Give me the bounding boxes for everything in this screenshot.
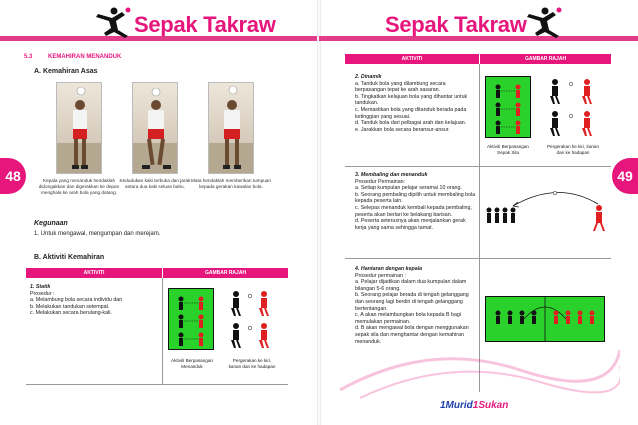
court-diagram xyxy=(485,76,531,138)
page-title-left: Sepak Takraw xyxy=(134,12,276,37)
kegunaan-text: 1. Untuk mengawal, mengumpan dan merejam. xyxy=(34,231,161,237)
col-activity: AKTIVITI xyxy=(83,270,105,276)
activity-title: 1. Statik xyxy=(30,284,51,290)
activity-step: e. Jarakkan bola secara beransur-ansur. xyxy=(355,126,450,133)
photo-caption-2: Kedudukan kaki terbuka dan jarak antara dua kaki seluas bahu. xyxy=(119,178,191,189)
col-diagram: GAMBAR RAJAH xyxy=(479,54,611,64)
movement-diagram xyxy=(226,288,276,350)
col-diagram: GAMBAR RAJAH xyxy=(162,268,288,278)
activity-title: 2. Dinamik xyxy=(355,74,382,80)
activity-step: a. Setiap kumpulan pelajar seramai 10 orang. xyxy=(355,185,462,192)
diagram-caption-1: Aktiviti Berpasangan Sepak Sila xyxy=(487,144,529,155)
table-bottom-rule xyxy=(26,384,288,385)
activity-step: d. B akan mengawal bola dengan menggunakan sepak sila dan menghantar dengan kemahiran menanduk. xyxy=(355,325,469,345)
photo-caption-1: Kepala yang menanduk hendaklah didongakkan dan digerakkan ke depan menghala ke arah bola yang datang. xyxy=(38,178,120,195)
diagram-caption-2: Pergerakan ke kiri, kanan dan ke hadapan xyxy=(228,358,276,369)
table-divider xyxy=(162,278,163,384)
court-diagram xyxy=(168,288,214,350)
activity-membaling xyxy=(355,172,477,231)
activity-step: b. Tingkatkan kelajuan bola yang dihantar untuk tandukan. xyxy=(355,93,468,107)
table-row-rule xyxy=(345,258,611,259)
activity-step: c. Memastikan bola yang ditanduk berada pada ketinggian yang sesuai. xyxy=(355,106,467,120)
kegunaan-heading: Kegunaan xyxy=(34,220,68,227)
photo-player-2 xyxy=(132,82,178,174)
diagram-caption-2: Pergerakan ke kiri, kanan dan ke hadapan xyxy=(546,144,600,155)
activity-title: 4. Hantaran dengan kepala xyxy=(355,266,423,272)
photo-player-1 xyxy=(56,82,102,174)
throw-and-head-diagram xyxy=(483,186,611,236)
activity-step: c. A akan melambungkan bola kepada B bagi memulakan permainan. xyxy=(355,312,462,325)
decorative-swoosh xyxy=(340,330,620,400)
footer-logo xyxy=(440,400,508,411)
page-number-left: 48 xyxy=(0,158,26,194)
activity-step: a. Melambung bola secara individu dan xyxy=(30,297,123,304)
activity-table-header-right xyxy=(345,54,611,64)
logo-part-sukan: 1Sukan xyxy=(472,400,509,411)
activity-step: b. Seorang pembaling dipilih untuk membaling bola kepada peserta lain. xyxy=(355,191,476,205)
logo-part-murid: 1Murid xyxy=(440,400,473,411)
activity-table-header-left xyxy=(26,268,288,278)
movement-diagram xyxy=(545,76,601,138)
sepak-takraw-player-icon xyxy=(523,6,563,38)
activity-step: a. Pelajar dijadikan dalam dua kumpulan dalam bilangan 5-6 orang. xyxy=(355,279,467,292)
activity-dinamik xyxy=(355,74,477,133)
kemahiran-asas-heading: A. Kemahiran Asas xyxy=(34,68,98,75)
activity-step: c. Melakukan secara berulang-kali. xyxy=(30,310,112,317)
section-number: 5.3 xyxy=(24,54,33,60)
activity-title: 3. Membaling dan menanduk xyxy=(355,172,428,178)
activity-intro: Prosedur Permainan: xyxy=(355,178,406,185)
section-title: KEMAHIRAN MENANDUK xyxy=(48,54,122,60)
activity-step: d. Peserta seterusnya akan menjalankan gerak kerja yang sama sehingga tamat. xyxy=(355,218,466,231)
aktiviti-kemahiran-heading: B. Aktiviti Kemahiran xyxy=(34,254,105,261)
sepak-takraw-player-icon xyxy=(92,6,132,38)
table-row-rule xyxy=(345,166,611,167)
section-heading xyxy=(24,54,121,60)
photo-caption-3: Mata hendaklah memberikan tumpuan kepada gerakan kawalan bola. xyxy=(191,178,271,189)
activity-step: c. Selepas menanduk kembali kepada pembaling, peserta akan berlari ke belakang barisan. xyxy=(355,204,472,218)
col-activity: AKTIVITI xyxy=(401,56,423,62)
photo-player-3 xyxy=(208,82,254,174)
activity-intro: Prosedur permainan : xyxy=(355,272,406,279)
activity-step: b. Seorang pelajar berada di tengah gelanggang dan seorang lagi berdiri di tengah gelanggang bertentangan. xyxy=(355,292,469,312)
activity-intro: Prosedur : xyxy=(30,290,55,297)
page-number-right: 49 xyxy=(612,158,638,194)
page-title-right: Sepak Takraw xyxy=(385,12,527,37)
activity-step: d. Tanduk bola dari pelbagai arah dan kelajuan. xyxy=(355,120,467,127)
activity-step: b. Melakukan tandukan setempat. xyxy=(30,303,110,310)
activity-step: a. Tanduk bola yang dilambung secara berpasangan tepat ke arah sasaran. xyxy=(355,80,446,94)
diagram-caption-1: Aktiviti Berpasangan Menanduk xyxy=(171,358,213,369)
activity-statik xyxy=(30,284,158,317)
